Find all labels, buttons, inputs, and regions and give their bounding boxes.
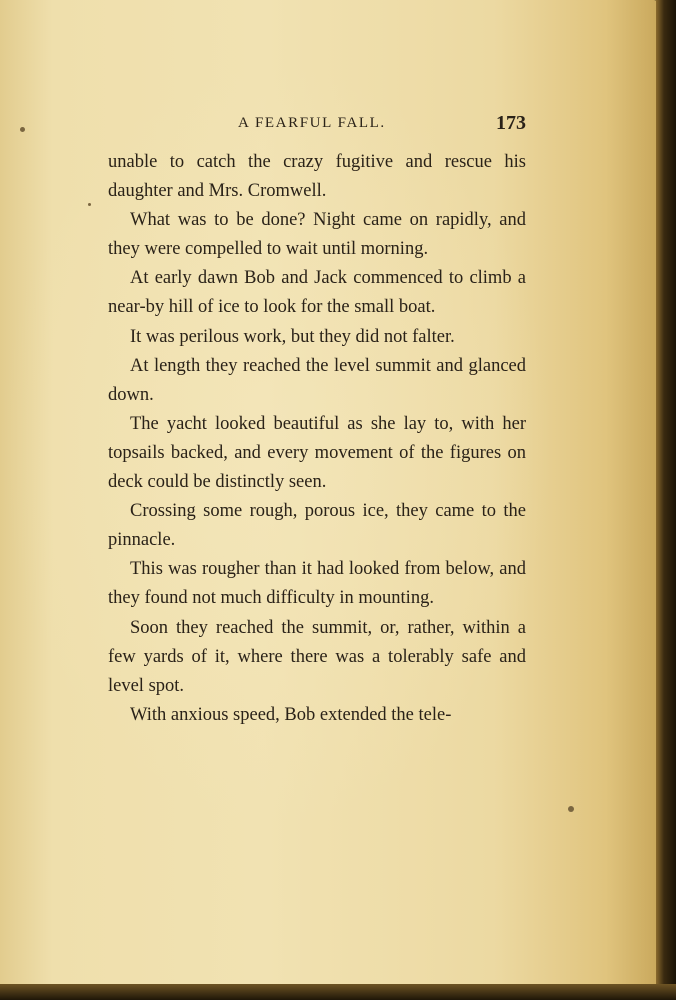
paragraph: With anxious speed, Bob extended the tele- <box>130 704 452 725</box>
paper-speck <box>88 203 91 206</box>
page-number: 173 <box>496 112 526 134</box>
paragraph: The yacht looked beautiful as she lay to, with her topsails backed, and every movement of the figures on deck could be distinctly seen. <box>108 413 526 493</box>
paragraph: This was rougher than it had looked from below, and they found not much difficulty in mounting. <box>108 559 526 609</box>
page-edge <box>656 0 676 1000</box>
body-text <box>108 148 526 730</box>
paragraph: What was to be done? Night came on rapidly, and they were compelled to wait until morning. <box>108 210 526 260</box>
paragraph: At length they reached the level summit and glanced down. <box>108 355 526 405</box>
paper-speck <box>20 127 25 132</box>
page-header <box>108 112 526 138</box>
paragraph: unable to catch the crazy fugitive and rescue his daughter and Mrs. Cromwell. <box>108 152 526 202</box>
paragraph: Soon they reached the summit, or, rather, within a few yards of it, where there was a tolerably safe and level spot. <box>108 617 526 696</box>
running-title: A FEARFUL FALL. <box>238 115 386 131</box>
page-bottom-edge <box>0 984 676 1000</box>
paragraph: It was perilous work, but they did not falter. <box>130 326 455 347</box>
paragraph: Crossing some rough, porous ice, they came to the pinnacle. <box>108 501 526 551</box>
paper-speck <box>568 806 574 812</box>
paragraph: At early dawn Bob and Jack commenced to climb a near-by hill of ice to look for the small boat. <box>108 268 526 318</box>
